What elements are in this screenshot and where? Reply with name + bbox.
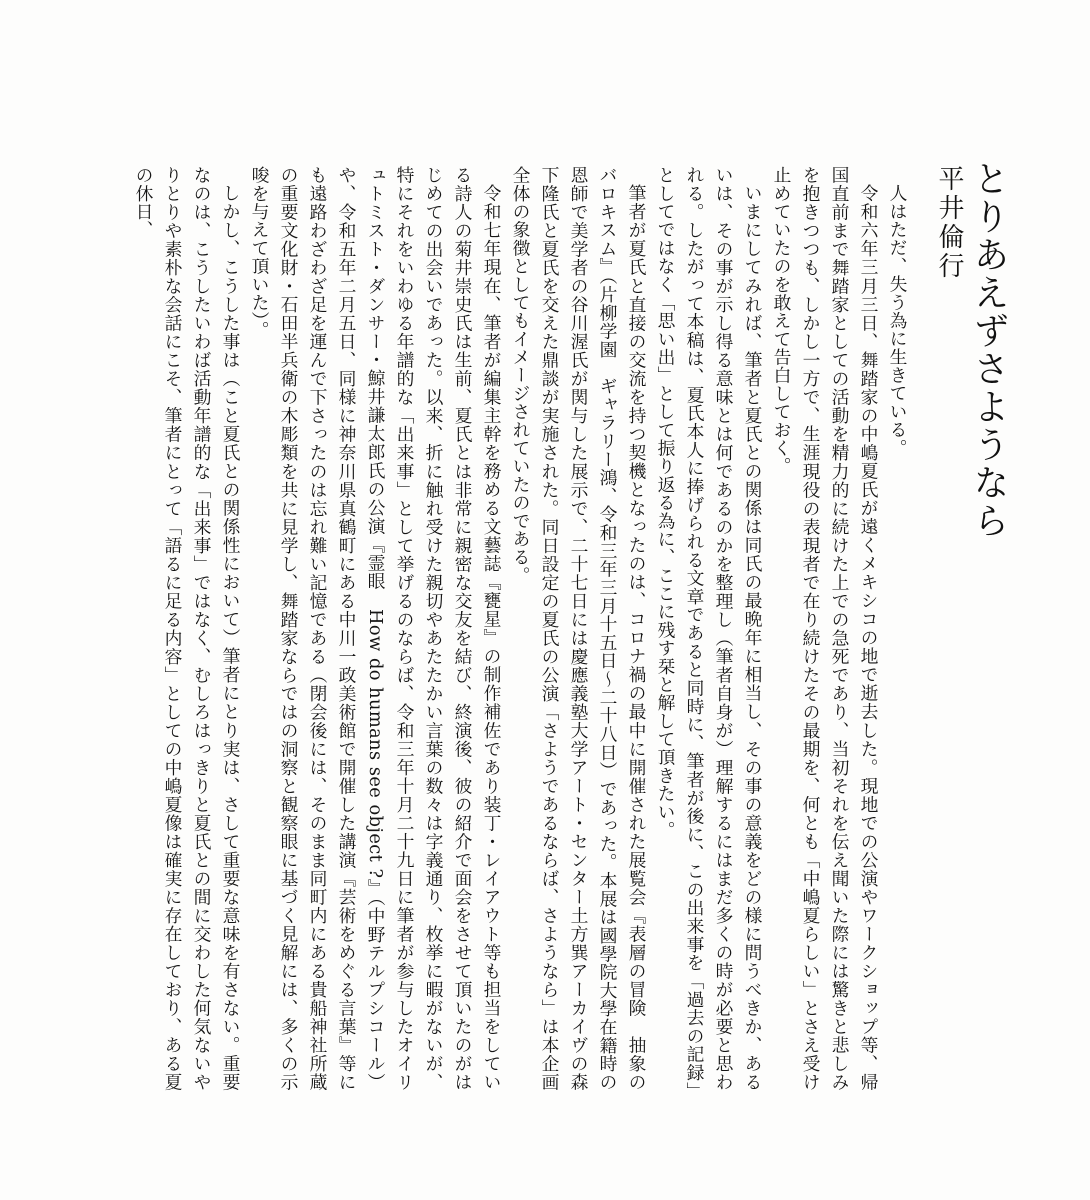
paragraph-3: いまにしてみれば、筆者と夏氏との関係は同氏の最晩年に相当し、その事の意義をどの様に問うべきか、あるいは、その事が示し得る意味とは何であるのかを整理し（筆者自身が）理解するにはまだ多くの時が必要と思われる。したがって本稿は、夏氏本人に捧げられる文章であると同時に、筆者が後に、この出来事を「過去の記録」としてではなく「思い出」として振り返る為に、ここに残す栞と解して頂きたい。 xyxy=(655,166,763,1091)
paragraph-5: 令和七年現在、筆者が編集主幹を務める文藝誌『甕星』の制作補佐であり装丁・レイアウト等も担当をしている詩人の菊井崇史氏は生前、夏氏とは非常に親密な交友を結び、終演後、彼の紹介で面会をさせて頂いたのがはじめての出会いであった。以来、折に触れ受けた親切やあたたかい言葉の数々は字義通り、枚挙に暇がないが、特にそれをいわゆる年譜的な「出来事」として挙げるのならば、令和三年十月二十九日に筆者が参与したオイリュトミスト・ダンサー・鯨井謙太郎氏の公演『霊眼 How do humans see object ?』（中野テルプシコール）や、令和五年二月五日、同様に神奈川県真鶴町にある中川一政美術館で開催した講演『芸術をめぐる言葉』等にも遠路わざわざ足を運んで下さったのは忘れ難い記憶である（閉会後には、そのまま同町内にある貴船神社所蔵の重要文化財・石田半兵衛の木彫類を共に見学し、舞踏家ならではの洞察と観察眼に基づく見解には、多くの示唆を与えて頂いた）。 xyxy=(249,166,502,1091)
article-body xyxy=(12,166,912,1091)
paragraph-2: 令和六年三月三日、舞踏家の中嶋夏氏が遠くメキシコの地で逝去した。現地での公演やワークショップ等、帰国直前まで舞踏家としての活動を精力的に続けた上での急死であり、当初それを伝え聞いた際には驚きと悲しみを抱きつつも、しかし一方で、生涯現役の表現者で在り続けたその最期を、何とも「中嶋夏らしい」とさえ受け止めていたのを敢えて告白しておく。 xyxy=(771,166,879,1091)
paragraph-1: 人はただ、失う為に生きている。 xyxy=(887,183,908,457)
paragraph-4: 筆者が夏氏と直接の交流を持つ契機となったのは、コロナ禍の最中に開催された展覧会『表層の冒険 抽象のバロキスム』（片柳学園 ギャラリー鴻、令和三年三月十五日〜二十八日）であった。本展は國學院大學在籍時の恩師で美学者の谷川渥氏が関与した展示で、二十七日には慶應義塾大学アート・センター土方巽アーカイヴの森下隆氏と夏氏を交えた鼎談が実施された。同日設定の夏氏の公演「さようであるならば、さようなら」は本企画全体の象徴としてもイメージされていたのである。 xyxy=(510,166,647,1091)
article-title: とりあえずさようなら xyxy=(968,160,1009,540)
paragraph-6: しかし、こうした事は（こと夏氏との関係性において）筆者にとり実は、さして重要な意味を有さない。重要なのは、こうしたいわば活動年譜的な「出来事」ではなく、むしろはっきりと夏氏との間に交わした何気ないやりとりや素朴な会話にこそ、筆者にとって「語るに足る内容」としての中嶋夏像は確実に存在しており、ある夏の休日、 xyxy=(133,166,241,1091)
article-author: 平井倫行 xyxy=(934,165,964,281)
